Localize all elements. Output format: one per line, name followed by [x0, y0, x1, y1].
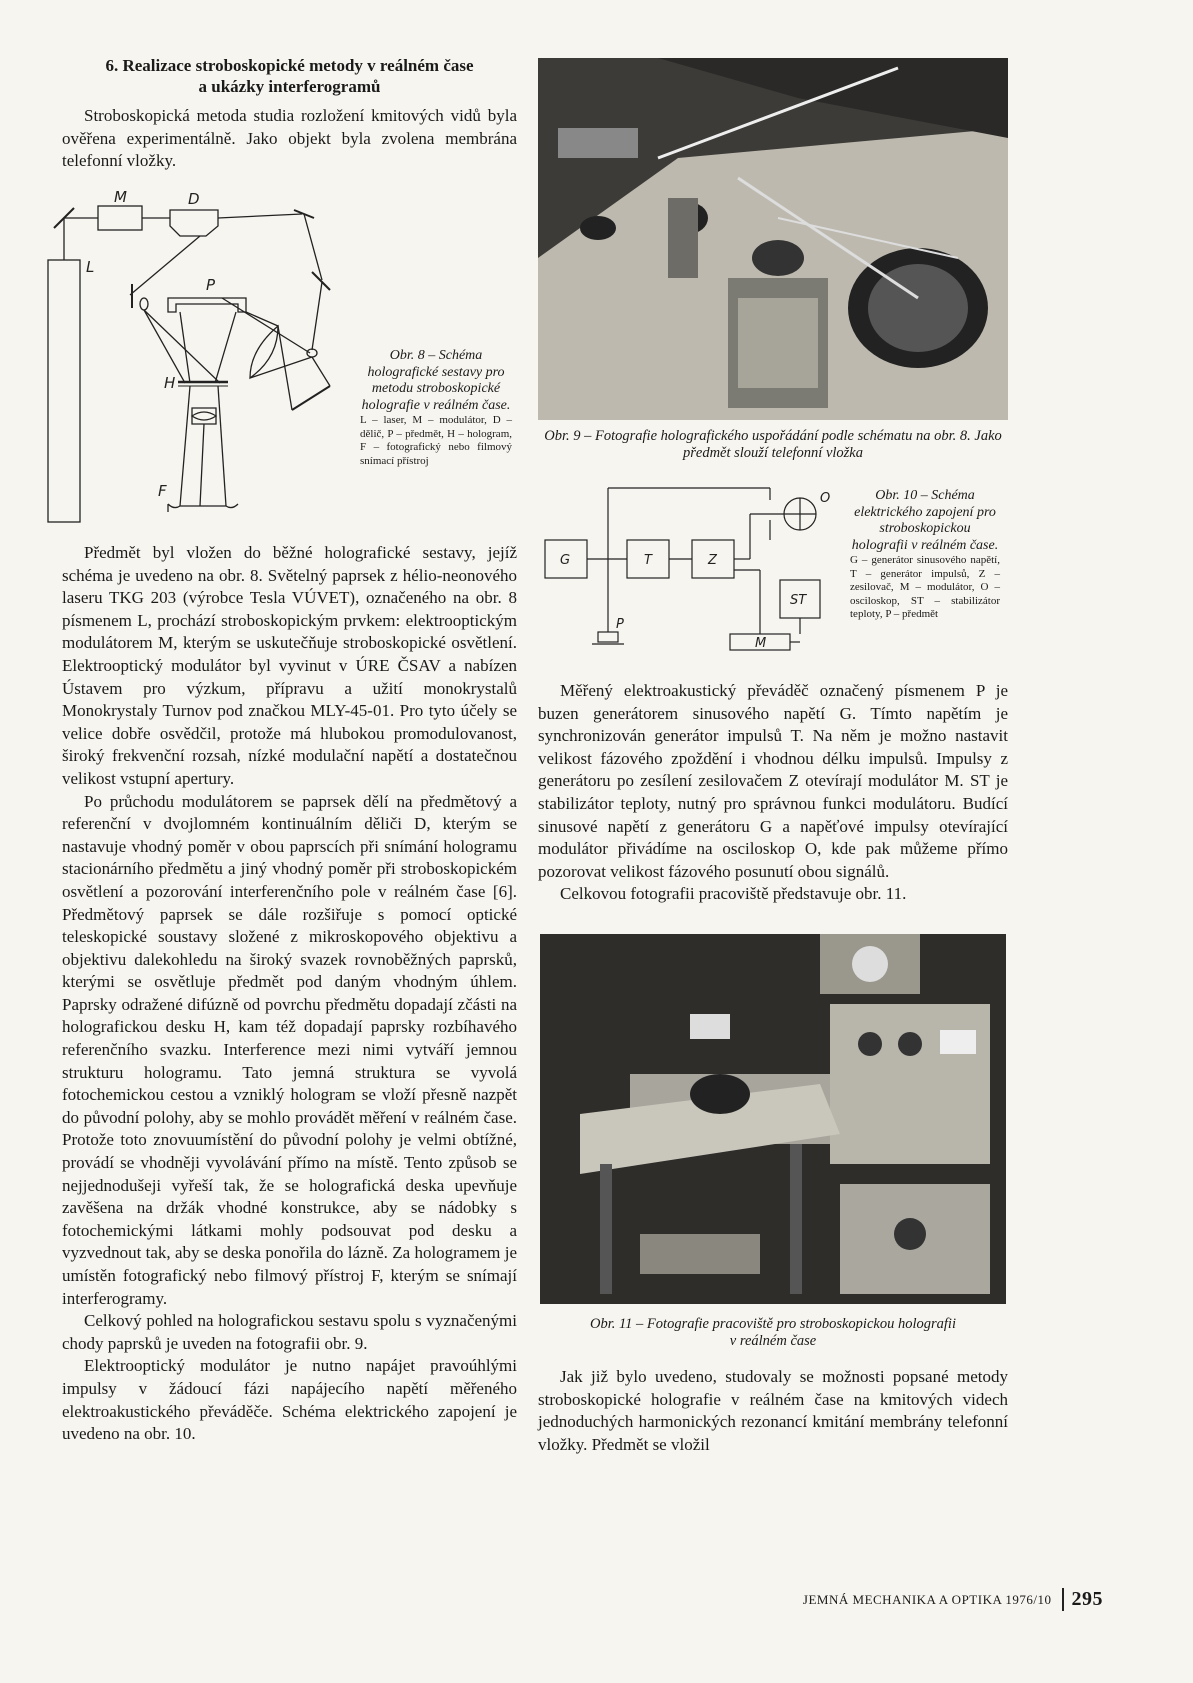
right-paragraph-3: Jak již bylo uvedeno, studovaly se možnosti popsané metody stroboskopické holografie v reálném čase na kmitových videch jednoduchých harmonických rezonancí kmitání membrány telefonní vložky. Předmět se vložil [538, 1367, 1008, 1454]
fig11-photo [540, 934, 1006, 1304]
circuit-label-M: M [755, 636, 767, 651]
fig11-caption-line1: Obr. 11 – Fotografie pracoviště pro stroboskopickou holografii [590, 1316, 956, 1332]
left-paragraph-1: Předmět byl vložen do běžné holografické sestavy, jejíž schéma je uvedeno na obr. 8. Světelný paprsek z hélio-neonového laseru TKG 203 (výrobce Tesla VÚVET), označeného na obr. 8 písmenem L, prochází stroboskopickým prvkem: elektrooptickým modulátorem M, kterým se uskutečňuje stroboskopické osvětlení. Elektrooptický modulátor byl vyvinut v ÚRE ČSAV a nabízen Ústavem pro výzkum, přípravu a užití monokrystalů Monokrystaly Turnov pod značkou MLY-45-01. Pro tyto účely se velice dobře osvědčil, protože má hlubokou promodulovanost, široký frekvenční rozsah, nízké modulační napětí a dostatečnou velikost vstupní apertury. [62, 543, 517, 788]
modulator-box [98, 206, 142, 230]
right-body-text-bottom [538, 1366, 1008, 1456]
fig8-caption [360, 348, 512, 468]
right-paragraph-2: Celkovou fotografii pracoviště představuje obr. 11. [560, 884, 907, 904]
fig10-caption-title: Obr. 10 – Schéma elektrického zapojení pro stroboskopickou holografii v reálném čase. [851, 488, 999, 553]
fig8-optical-diagram [40, 190, 360, 530]
label-H: H [164, 374, 176, 392]
fig8-legend: L – laser, M – modulátor, D – dělič, P – předmět, H – hologram, F – fotografický nebo filmový snímací přístroj [360, 414, 512, 467]
page-footer [803, 1588, 1103, 1611]
laser-body [48, 260, 80, 522]
label-M: M [114, 190, 127, 206]
fig9-caption [538, 428, 1008, 462]
circuit-label-ST: ST [790, 593, 807, 608]
fig9-photo-illustration [538, 58, 1008, 420]
circuit-label-Z: Z [708, 553, 717, 568]
left-body-text [62, 542, 517, 1446]
fig11-caption [538, 1316, 1008, 1350]
circuit-label-P: P [616, 617, 624, 632]
intro-paragraph: Stroboskopická metoda studia rozložení kmitových vidů byla ověřena experimentálně. Jako objekt byla zvolena membrána telefonní vložky. [62, 106, 517, 171]
fig10-legend: G – generátor sinusového napětí, T – generátor impulsů, Z – zesilovač, M – modulátor, O – osciloskop, ST – stabilizátor teploty, P – předmět [850, 554, 1000, 620]
right-paragraph-1: Měřený elektroakustický převáděč označený písmenem P je buzen generátorem sinusového napětí G. Tímto napětím je synchronizován generátor impulsů T. Na něm je možno nastavit velikost fázového zpoždění i vhodnou délku impulsů. Impulsy z generátoru po zesílení zesilovačem Z otevírají modulátor M. ST je stabilizátor teploty, nutný pro správnou funkci modulátoru. Budící sinusové napětí z generátoru G a napěťové impulsy otevírající modulátor přivádíme na osciloskop O, kde pak můžeme přímo pozorovat velikost fázového posunutí obou signálů. [538, 681, 1008, 881]
label-L: L [86, 258, 95, 276]
divider-shape [170, 210, 218, 236]
fig11-photo-illustration [540, 934, 1006, 1304]
circuit-label-T: T [644, 553, 652, 568]
fig10-caption [850, 488, 1000, 622]
fig8-caption-title: Obr. 8 – Schéma holografické sestavy pro metodu stroboskopické holografie v reálném čase. [361, 348, 511, 413]
label-D: D [188, 190, 200, 208]
section-heading-line2: a ukázky interferogramů [198, 77, 381, 96]
section-heading-line1: 6. Realizace stroboskopické metody v reálném čase [105, 56, 474, 75]
fig9-caption-text: Obr. 9 – Fotografie holografického uspořádání podle schématu na obr. 8. Jako předmět slouží telefonní vložka [544, 428, 1002, 461]
left-paragraph-3: Celkový pohled na holografickou sestavu spolu s vyznačenými chody paprsků je uveden na fotografii obr. 9. [62, 1311, 517, 1353]
right-body-text-top [538, 680, 1008, 906]
fig10-circuit-diagram [540, 480, 840, 660]
left-paragraph-4: Elektrooptický modulátor je nutno napájet pravoúhlými impulsy v žádoucí fázi napájecího napětí měřeného elektroakustického převáděče. Schéma elektrického zapojení je uvedeno na obr. 10. [62, 1356, 517, 1444]
circuit-label-O: O [820, 491, 831, 506]
fig11-caption-line2: v reálném čase [729, 1333, 817, 1349]
label-F: F [158, 482, 167, 500]
left-paragraph-2: Po průchodu modulátorem se paprsek dělí na předmětový a referenční v dvojlomném kontinuálním děliči D, kterým se nastavuje vhodný poměr v obou paprscích při snímání hologramu stacionárního předmětu a jiný vhodný poměr při stroboskopickém osvětlení a pozorování interferenčního pole v reálném čase [6]. Předmětový paprsek se dále rozšiřuje s pomocí optické teleskopické soustavy složené z mikroskopového objektivu a objektivu dalekohledu na široký svazek rovnoběžných paprsků, kterými se osvětluje předmět pod daným vhodným úhlem. Paprsky odražené difúzně od povrchu předmětu dopadají zčásti na holografickou desku H, kam též dopadají paprsky rozbíhavého referenčního svazku. Interference mezi nimi vytváří jemnou strukturu hologramu. Tato jemná struktura se vyvolá fotochemickou cestou a vzniklý hologram se vloží přesně nazpět do původní polohy, aby se mohlo provádět měření v reálném čase. Protože toto znovuumístění do původní polohy je velmi obtížné, provádí se vhodněji vyvolávání přímo na místě. Tento způsob se nejjednodušeji vyřeší tak, že se holografická deska upevňuje zavěšena na držák vhodné konstrukce, aby se nádobky s fotochemickými látkami mohly podsouvat pod desku a vyzvednout tak, aby se deska ponořila do lázně. Za hologramem je umístěn fotografický nebo filmový přístroj F, kterým se snímají interferogramy. [62, 791, 517, 1308]
circuit-label-G: G [560, 553, 571, 568]
left-column [62, 55, 517, 173]
label-P: P [206, 276, 216, 294]
fig9-photo [538, 58, 1008, 420]
page-number: 295 [1062, 1588, 1104, 1611]
journal-name: JEMNÁ MECHANIKA A OPTIKA 1976/10 [802, 1591, 1052, 1607]
section-heading [62, 55, 517, 97]
